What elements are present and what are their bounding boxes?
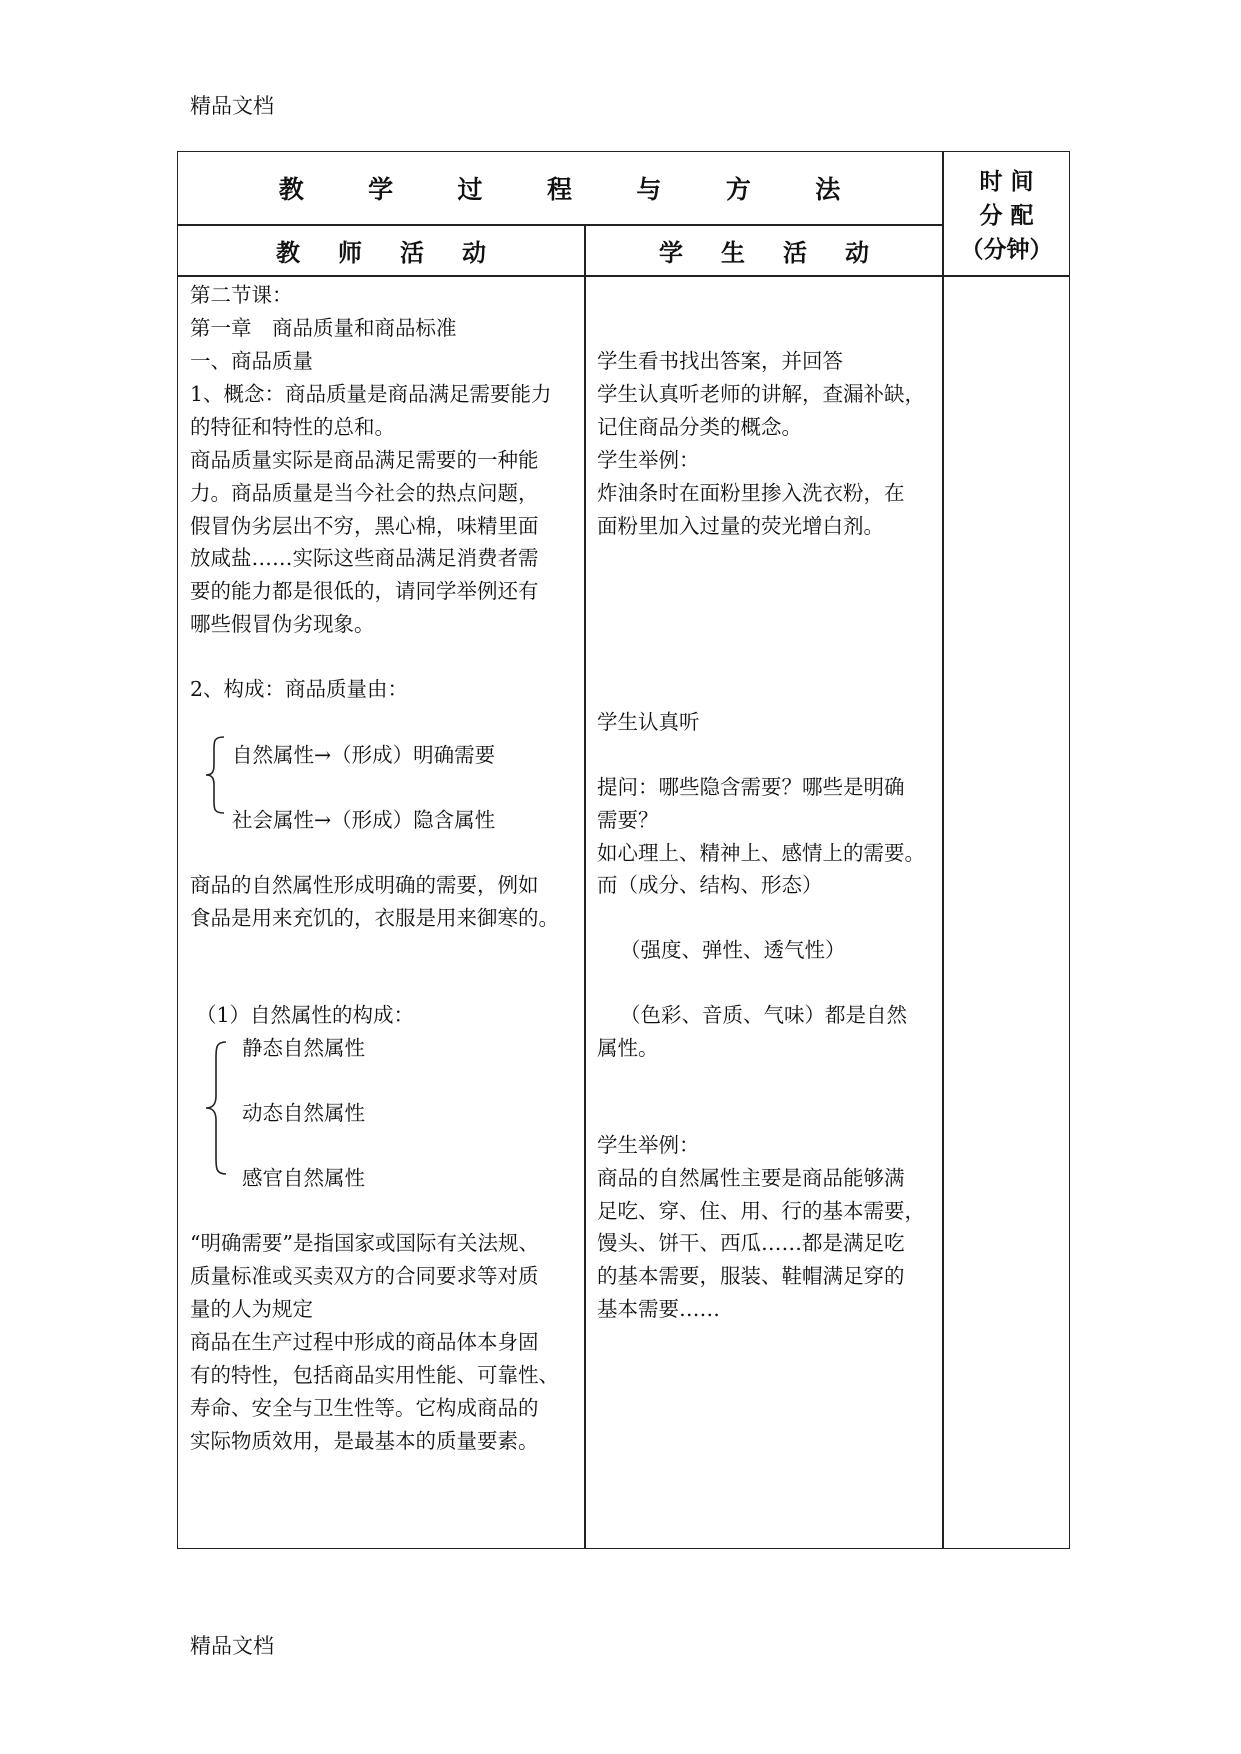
time-line: 分 配 <box>979 202 1034 229</box>
header-char: 程 <box>546 175 573 204</box>
teacher-line: 有的特性，包括商品实用性能、可靠性、 <box>190 1363 559 1387</box>
student-line: 足吃、穿、住、用、行的基本需要， <box>597 1199 925 1223</box>
teacher-line: “明确需要”是指国家或国际有关法规、 <box>190 1231 539 1255</box>
header-char: 过 <box>457 175 484 204</box>
teacher-line: 力。商品质量是当今社会的热点问题， <box>190 481 539 505</box>
student-line: 基本需要…… <box>597 1297 720 1321</box>
time-line: （分钟） <box>960 236 1053 263</box>
teacher-line: （1）自然属性的构成： <box>196 1003 415 1027</box>
time-allocation-cell <box>944 277 1069 1548</box>
student-line: 学生看书找出答案，并回答 <box>597 349 843 373</box>
header-char: 与 <box>636 175 663 204</box>
header-teaching-process <box>177 151 943 225</box>
student-line: 面粉里加入过量的荧光增白剂。 <box>597 514 884 538</box>
teacher-line: 商品在生产过程中形成的商品体本身固 <box>190 1330 539 1354</box>
teacher-line: 动态自然属性 <box>242 1101 365 1125</box>
student-line: 的基本需要，服装、鞋帽满足穿的 <box>597 1264 905 1288</box>
student-line: 而（成分、结构、形态） <box>597 873 823 897</box>
teacher-line: 社会属性→（形成）隐含属性 <box>232 808 496 832</box>
teacher-line: 自然属性→（形成）明确需要 <box>232 743 496 767</box>
student-line: （强度、弹性、透气性） <box>620 938 846 962</box>
brace-icon <box>204 1040 230 1176</box>
divider-teacher-student <box>584 225 586 1549</box>
teacher-line: 的特征和特性的总和。 <box>190 415 395 439</box>
teacher-line: 感官自然属性 <box>242 1166 365 1190</box>
header-teacher-activity <box>177 225 585 276</box>
teacher-line: 要的能力都是很低的，请同学举例还有 <box>190 579 539 603</box>
teacher-line: 放咸盐……实际这些商品满足消费者需 <box>190 546 539 570</box>
time-line: 时 间 <box>979 168 1034 195</box>
student-line: 记住商品分类的概念。 <box>597 415 802 439</box>
teacher-line: 寿命、安全与卫生性等。它构成商品的 <box>190 1396 539 1420</box>
student-line: 如心理上、精神上、感情上的需要。 <box>597 841 925 865</box>
header-student-activity <box>585 225 943 276</box>
teacher-line: 一、商品质量 <box>190 349 313 373</box>
teacher-line: 量的人为规定 <box>190 1297 313 1321</box>
header-char: 法 <box>815 175 842 204</box>
header-char: 学 <box>659 238 683 267</box>
student-line: 属性。 <box>597 1036 659 1060</box>
teacher-line: 质量标准或买卖双方的合同要求等对质 <box>190 1264 539 1288</box>
teacher-line: 哪些假冒伪劣现象。 <box>190 612 375 636</box>
student-line: 需要？ <box>597 808 659 832</box>
teacher-line: 商品质量实际是商品满足需要的一种能 <box>190 448 539 472</box>
header-time-allocation <box>943 151 1070 276</box>
header-char: 师 <box>338 238 362 267</box>
student-line: 学生举例： <box>597 1133 700 1157</box>
teacher-line: 假冒伪劣层出不穷，黑心棉，味精里面 <box>190 514 539 538</box>
header-char: 动 <box>845 238 869 267</box>
student-line: 学生举例： <box>597 448 700 472</box>
teacher-line: 静态自然属性 <box>242 1036 365 1060</box>
header-char: 活 <box>783 238 807 267</box>
student-line: 学生认真听老师的讲解，查漏补缺， <box>597 382 925 406</box>
teacher-line: 1、概念：商品质量是商品满足需要能力 <box>190 382 552 406</box>
teacher-line: 第一章 商品质量和商品标准 <box>190 316 457 340</box>
brace-icon <box>204 735 228 815</box>
header-char: 生 <box>721 238 745 267</box>
student-line: 商品的自然属性主要是商品能够满 <box>597 1166 905 1190</box>
student-line: 炸油条时在面粉里掺入洗衣粉，在 <box>597 481 905 505</box>
teacher-line: 2、构成：商品质量由： <box>190 677 409 701</box>
header-char: 教 <box>276 238 300 267</box>
student-line: （色彩、音质、气味）都是自然 <box>620 1003 907 1027</box>
student-line: 学生认真听 <box>597 710 700 734</box>
header-char: 学 <box>368 175 395 204</box>
header-char: 动 <box>462 238 486 267</box>
student-line: 馒头、饼干、西瓜……都是满足吃 <box>597 1231 905 1255</box>
teacher-line: 食品是用来充饥的，衣服是用来御寒的。 <box>190 906 559 930</box>
teacher-line: 第二节课： <box>190 283 293 307</box>
student-line: 提问：哪些隐含需要？哪些是明确 <box>597 775 905 799</box>
teacher-line: 商品的自然属性形成明确的需要，例如 <box>190 873 539 897</box>
watermark-bottom: 精品文档 <box>190 1634 274 1658</box>
watermark-top: 精品文档 <box>190 94 274 118</box>
header-char: 活 <box>400 238 424 267</box>
header-char: 方 <box>725 175 752 204</box>
teacher-line: 实际物质效用，是最基本的质量要素。 <box>190 1429 539 1453</box>
header-char: 教 <box>278 175 305 204</box>
